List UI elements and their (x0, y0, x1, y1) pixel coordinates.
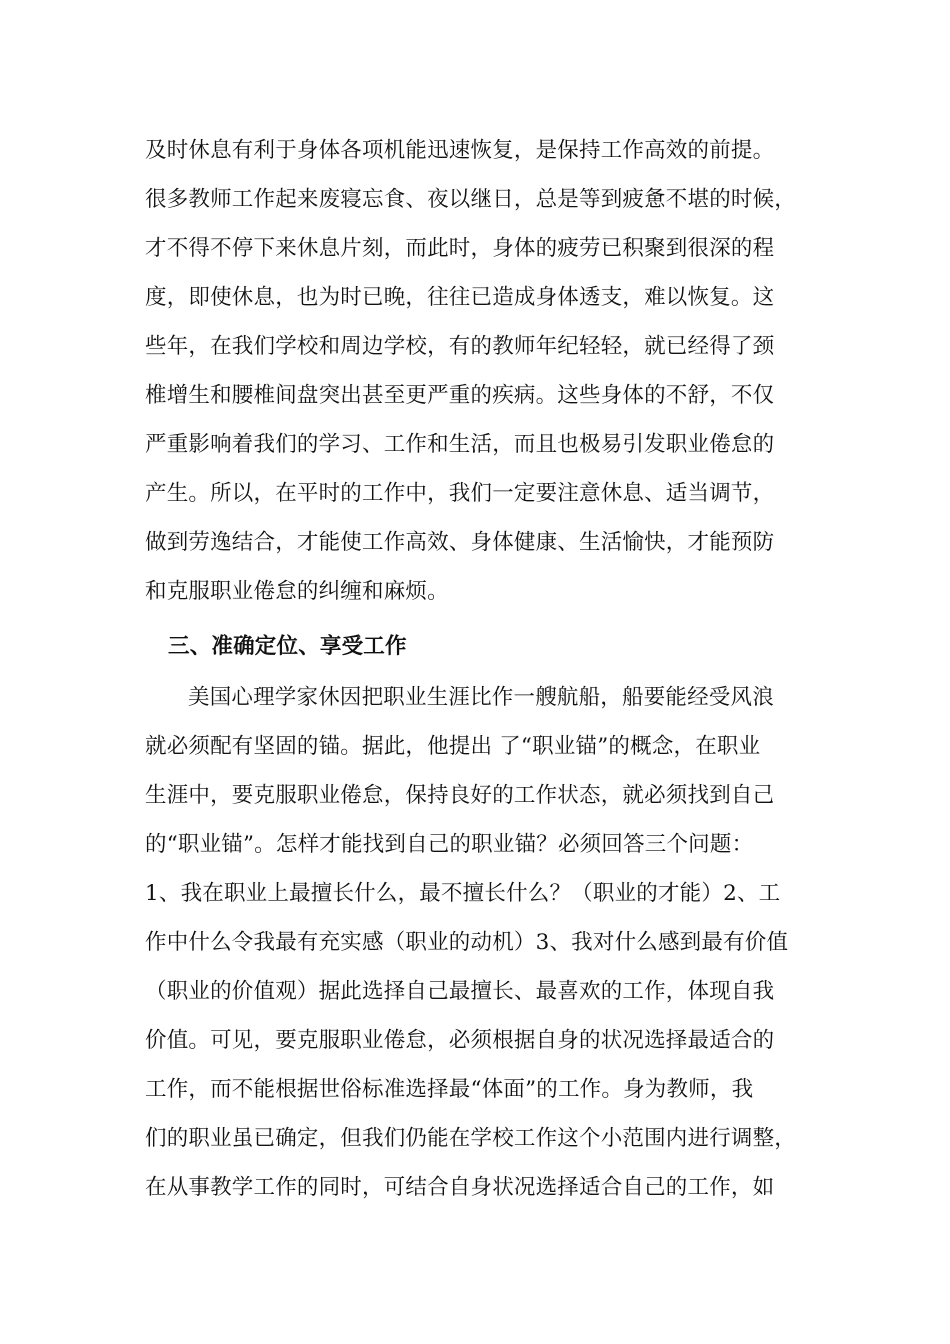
paragraph-line: 及时休息有利于身体各项机能迅速恢复，是保持工作高效的前提。 (145, 138, 775, 163)
paragraph-line: 价值。可见，要克服职业倦怠，必须根据自身的状况选择最适合的 (145, 1028, 775, 1053)
paragraph-line: 就必须配有坚固的锚。据此，他提出 了“职业锚”的概念，在职业 (145, 734, 761, 759)
paragraph-line: （职业的价值观）据此选择自己最擅长、最喜欢的工作，体现自我 (145, 979, 775, 1004)
section-heading: 三、准确定位、享受工作 (168, 634, 407, 659)
paragraph-line: 椎增生和腰椎间盘突出甚至更严重的疾病。这些身体的不舒，不仅 (145, 383, 775, 408)
paragraph-line: 1、我在职业上最擅长什么，最不擅长什么？（职业的才能）2、工 (145, 881, 781, 906)
paragraph-line: 工作，而不能根据世俗标准选择最“体面”的工作。身为教师，我 (145, 1077, 754, 1102)
paragraph-line: 严重影响着我们的学习、工作和生活，而且也极易引发职业倦怠的 (145, 432, 775, 457)
paragraph-line: 很多教师工作起来废寝忘食、夜以继日，总是等到疲惫不堪的时候， (145, 187, 797, 212)
paragraph-line: 些年，在我们学校和周边学校，有的教师年纪轻轻，就已经得了颈 (145, 334, 775, 359)
paragraph-line: 产生。所以，在平时的工作中，我们一定要注意休息、适当调节， (145, 481, 775, 506)
paragraph-line: 的“职业锚”。怎样才能找到自己的职业锚？必须回答三个问题： (145, 832, 754, 857)
paragraph-line: 生涯中，要克服职业倦怠，保持良好的工作状态，就必须找到自己 (145, 783, 775, 808)
paragraph-line: 美国心理学家休因把职业生涯比作一艘航船，船要能经受风浪 (188, 685, 774, 710)
paragraph-line: 们的职业虽已确定，但我们仍能在学校工作这个小范围内进行调整， (145, 1126, 797, 1151)
paragraph-line: 才不得不停下来休息片刻，而此时，身体的疲劳已积聚到很深的程 (145, 236, 775, 261)
paragraph-line: 作中什么令我最有充实感（职业的动机）3、我对什么感到最有价值 (145, 930, 789, 955)
paragraph-line: 做到劳逸结合，才能使工作高效、身体健康、生活愉快，才能预防 (145, 530, 775, 555)
paragraph-line: 和克服职业倦怠的纠缠和麻烦。 (145, 579, 449, 604)
paragraph-line: 度，即使休息，也为时已晚，往往已造成身体透支，难以恢复。这 (145, 285, 775, 310)
paragraph-line: 在从事教学工作的同时，可结合自身状况选择适合自己的工作，如 (145, 1175, 775, 1200)
